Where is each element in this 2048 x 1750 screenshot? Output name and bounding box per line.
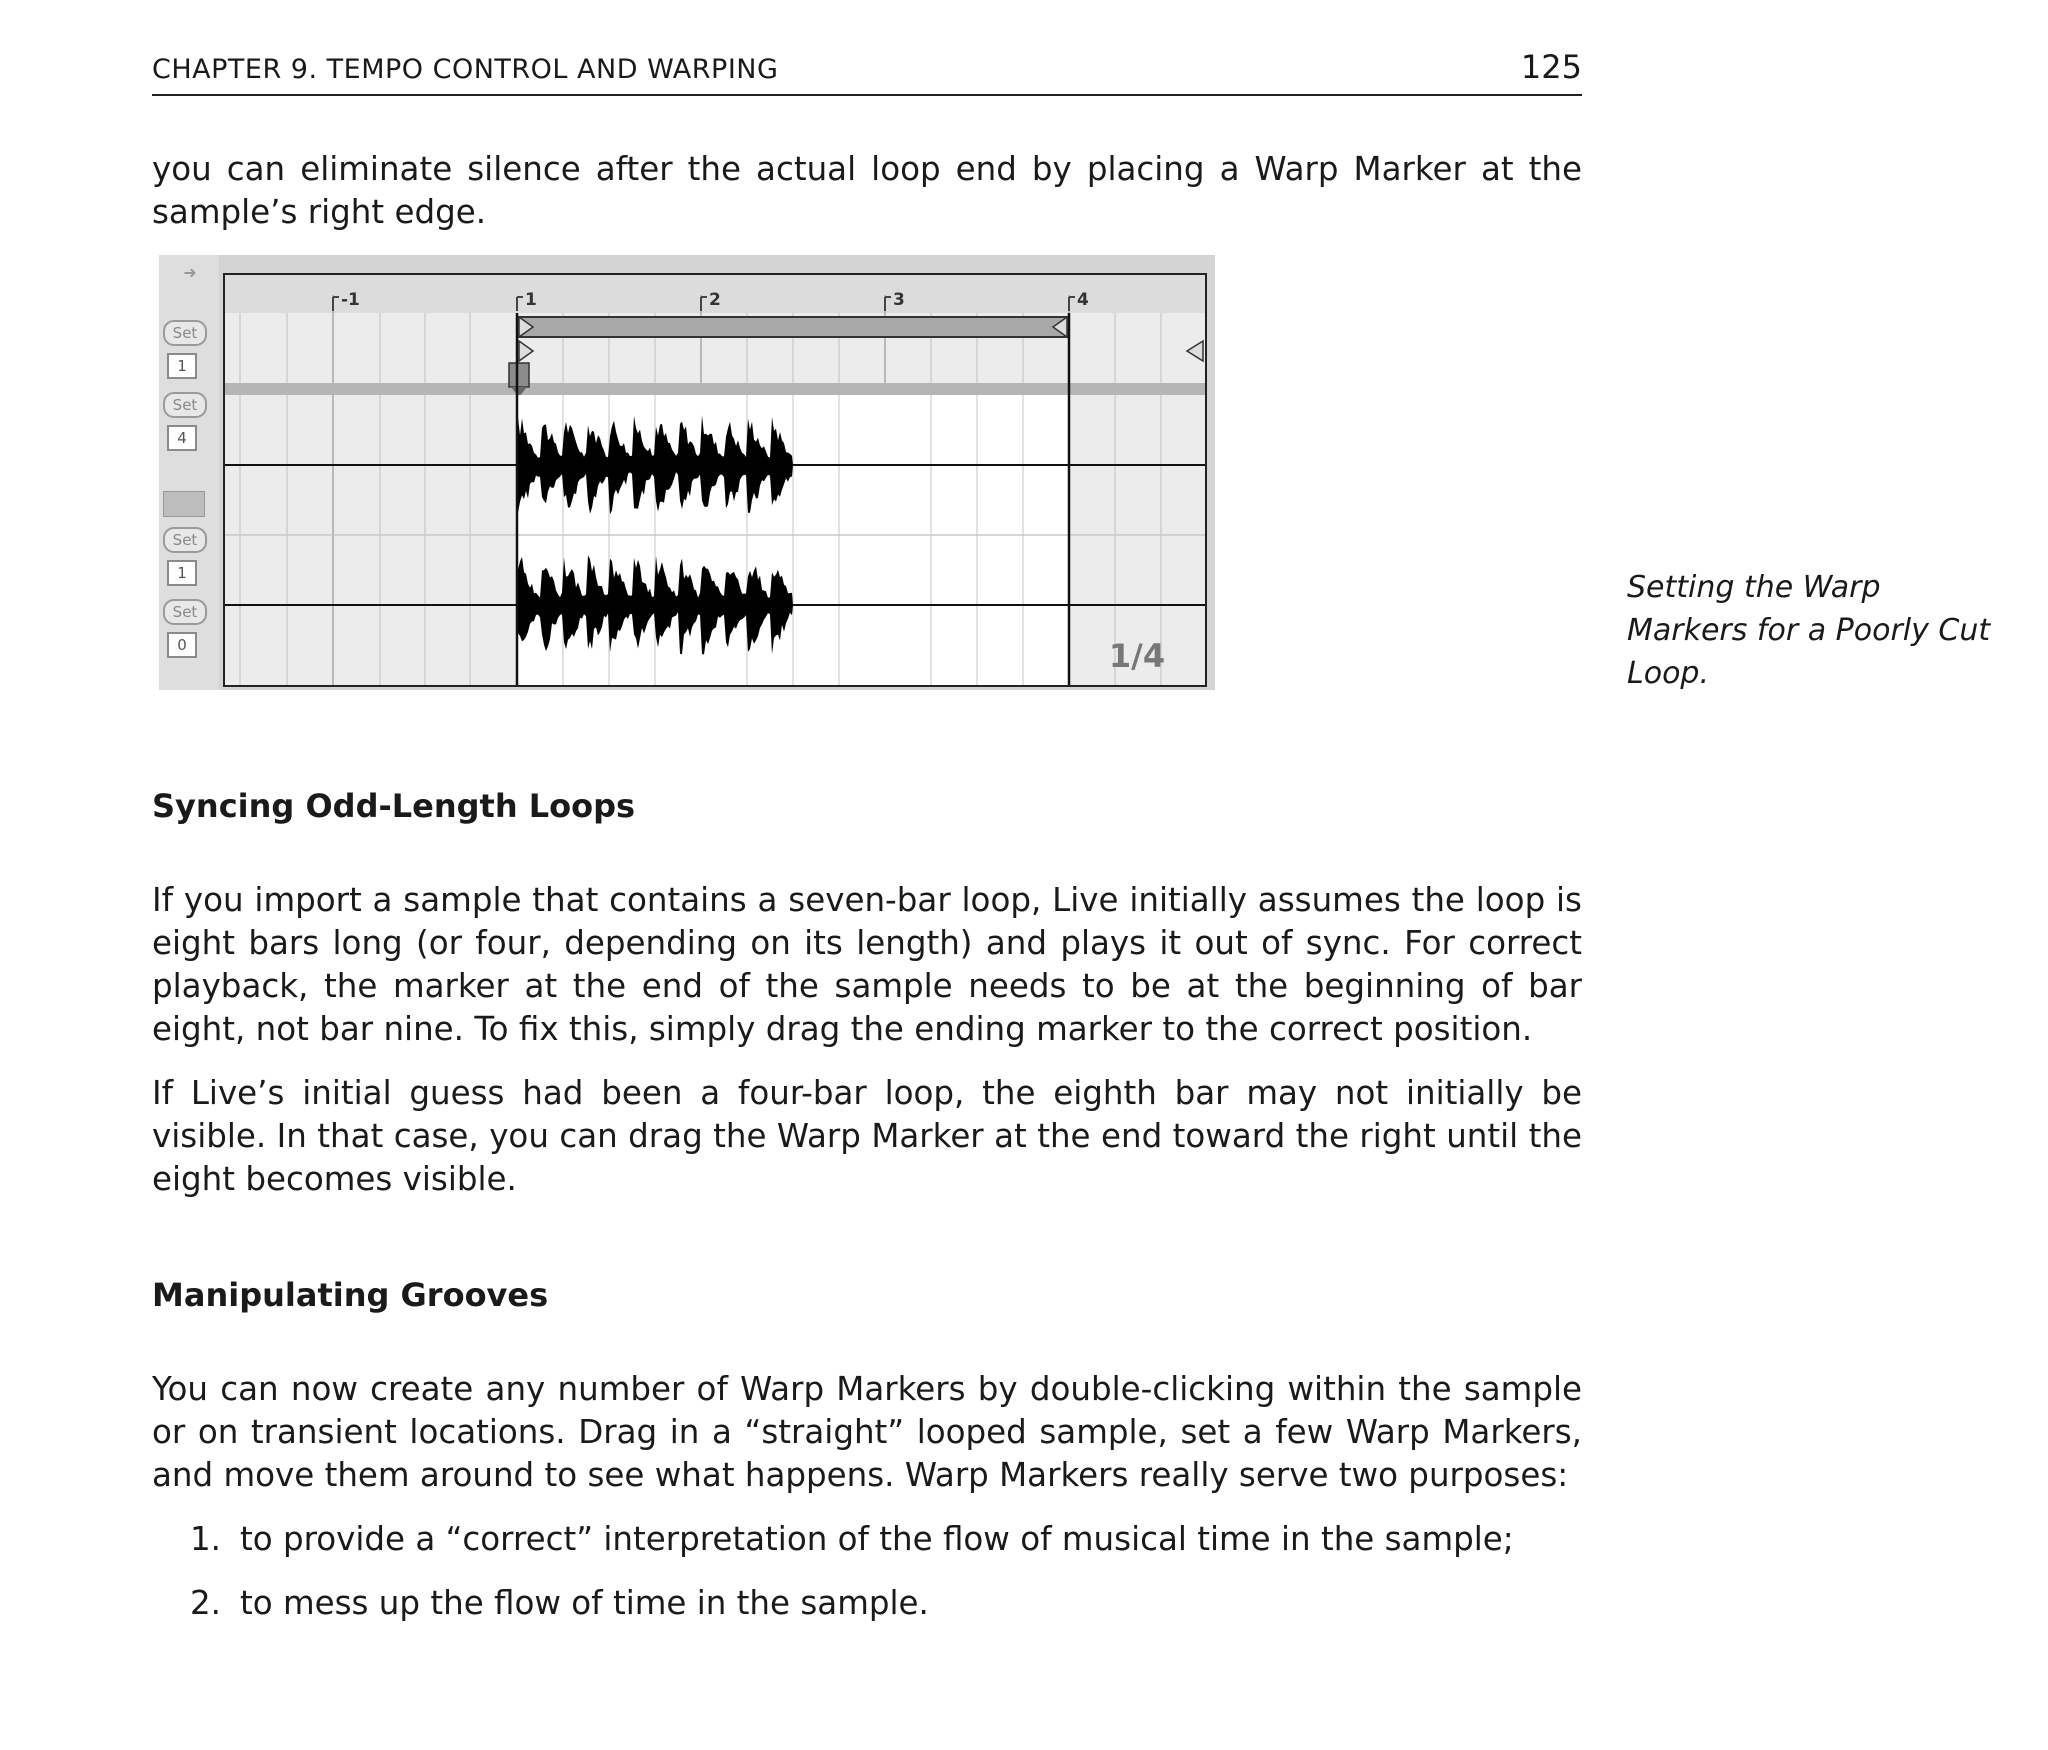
start-marker-field[interactable]: 1 xyxy=(167,560,197,586)
set-button-end-marker[interactable]: Set xyxy=(163,599,207,625)
set-button-loop-start[interactable]: Set xyxy=(163,320,207,346)
running-head xyxy=(152,48,1582,96)
section1-paragraph-1: If you import a sample that contains a seven-bar loop, Live initially assumes the loop is eight bars long (or four, depending on its length) and plays it out of sync. For correct playback, the marker at the end of the sample needs to be at the beginning of bar eight, not bar nine. To fix this, simply drag the ending marker to the correct position. xyxy=(152,881,1582,1048)
section2-paragraph: You can now create any number of Warp Markers by double-clicking within the sample or on transient locations. Drag in a “straight” looped sample, set a few Warp Markers, and move them around to see what happens. Warp Markers really serve two purposes: xyxy=(152,1370,1582,1494)
chapter-title: CHAPTER 9. TEMPO CONTROL AND WARPING xyxy=(152,54,779,85)
set-button-start-marker[interactable]: Set xyxy=(163,527,207,553)
loop-length-field[interactable]: 4 xyxy=(167,425,197,451)
ruler-label-4: 4 xyxy=(1077,290,1089,310)
clip-side-controls xyxy=(159,255,219,690)
list-item-text: to provide a “correct” interpretation of the flow of musical time in the sample; xyxy=(240,1520,1514,1558)
list-item-number: 1. xyxy=(190,1520,222,1558)
section-heading-grooves: Manipulating Grooves xyxy=(152,1276,549,1314)
zoom-label: 1/4 xyxy=(1108,637,1166,675)
sample-display[interactable] xyxy=(223,273,1207,687)
start-marker-triangle[interactable] xyxy=(519,341,533,361)
list-item-number: 2. xyxy=(190,1584,222,1622)
arrow-right-icon[interactable]: ➜ xyxy=(183,263,197,282)
warp-markers-figure xyxy=(159,255,1215,690)
warp-marker-handle[interactable] xyxy=(509,363,529,387)
intro-paragraph: you can eliminate silence after the actual loop end by placing a Warp Marker at the sample’s right edge. xyxy=(152,150,1582,231)
ruler-label-1: 1 xyxy=(525,290,537,310)
set-button-loop-length[interactable]: Set xyxy=(163,392,207,418)
ruler-label-3: 3 xyxy=(893,290,905,310)
waveform-svg xyxy=(225,275,1205,685)
section-heading-syncing: Syncing Odd-Length Loops xyxy=(152,787,636,825)
section1-paragraph-2: If Live’s initial guess had been a four-bar loop, the eighth bar may not initially be visible. In that case, you can drag the Warp Marker at the end toward the right until the eight becomes visible. xyxy=(152,1074,1582,1198)
loop-brace[interactable] xyxy=(517,317,1069,337)
list-item xyxy=(190,1582,1590,1625)
list-item xyxy=(190,1518,1590,1561)
end-marker-field[interactable]: 0 xyxy=(167,632,197,658)
loop-start-field[interactable]: 1 xyxy=(167,353,197,379)
list-item-text: to mess up the flow of time in the sample. xyxy=(240,1584,929,1622)
ruler-label-minus1: -1 xyxy=(341,290,360,310)
end-marker-triangle[interactable] xyxy=(1187,341,1203,361)
ruler-label-2: 2 xyxy=(709,290,721,310)
divider-bar xyxy=(163,491,205,517)
page-number: 125 xyxy=(1520,48,1582,86)
warp-marker-strip xyxy=(225,383,1205,395)
figure-caption: Setting the Warp Markers for a Poorly Cut Loop. xyxy=(1627,570,1991,691)
